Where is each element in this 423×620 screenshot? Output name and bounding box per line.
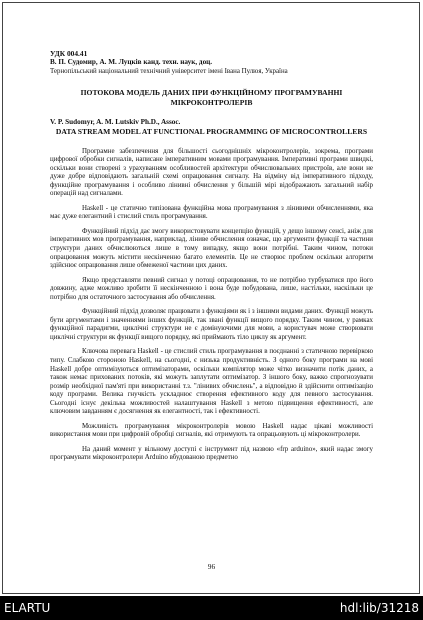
paragraph: Ключова перевага Haskell - це стислий стиль програмування в поєднанні з статичною перевіркою типу. Слабкою стороною Haskell, на сьогодні, є низька продуктивність. З одного боку програми на мові Haskell добре оптимізуються оптимізаторами, оскільки компілятор може чітко визначити потік даних, а також немає прихованих потоків, які можуть заплутати оптимізатор. З іншого боку, важко спрогнозувати розмір необхідної пам'яті при використанні т.з. "лінивих обчислень", а відповідно й здійснити оптимізацію коду програми. Велика гнучкість ускладнює створення ефективного коду для певного застосування. Сьогодні існує декілька можливостей налаштування Haskell з метою підвищення ефективності, але ключовим завданням є досягнення як елегантності, так і ефективності.	[50, 347, 373, 416]
title-ukrainian: ПОТОКОВА МОДЕЛЬ ДАНИХ ПРИ ФУНКЦІЙНОМУ ПРОГРАМУВАННІ МІКРОКОНТРОЛЕРІВ	[80, 88, 343, 107]
repository-footer-bar	[0, 596, 423, 620]
paragraph: Функційний підхід дозволяє працювати з функціями як і з іншими видами даних. Функції можуть бути аргументами і значеннями інших функцій, так звані функції вищого порядку. Таким чином, у рамках функційної парадигми, циклічні структури не є домінуючими для мови, а користувач може створювати циклічні структури як функції вищого порядку, які приймають тіло циклу як аргумент.	[50, 307, 373, 341]
repository-name: ELARTU	[4, 601, 51, 615]
paragraph: Функційний підхід дає змогу використовувати концепцію функцій, у дещо іншому сенсі, аніж для імперативних мов програмування, наприклад, лінивe обчислення означає, що аргументи функції та частини структури даних обчислюються лише в тому випадку, якщо вони потрібні. Таким чином, потоки опрацювання можуть містити нескінченно багато елементів. Це не створює проблем оскільки алгоритм здійснює опрацювання лише обмеженої частини цих даних.	[50, 226, 373, 270]
authors-english: V. P. Sudomyr, A. M. Lutskiv Ph.D., Assoc.	[50, 118, 181, 126]
paragraph: Програмне забезпечення для більшості сьогоднішніх мікроконтролерів, зокрема, програми цифрової обробки сигналів, написане імперативним мовами програмування. Імперативні програми швидкі, оскільки вони створені з урахуванням особливостей архітектури обчислювальних пристроїв, але вони не дуже добре відповідають загальній схемі опрацювання сигналу. На відміну від імперативного підходу, функційне програмування і особливо лінивні обчислення у більшій мірі відображають загальний набір операцій над сигналами.	[50, 146, 373, 198]
article-body	[50, 147, 373, 463]
handle-identifier: hdl:lib/31218	[339, 601, 419, 615]
title-english: DATA STREAM MODEL AT FUNCTIONAL PROGRAMMING OF MICROCONTROLLERS	[55, 127, 368, 136]
article-content	[50, 49, 373, 462]
paragraph: Haskell - це статично типізована функційна мова програмування з лінивими обчисленнями, яка має дуже елегантний і стислий стиль програмування.	[50, 203, 373, 221]
udk-code: УДК 004.41	[50, 49, 88, 58]
paragraph: Якщо представляти певний сигнал у потоці опрацювання, то не потрібно турбуватися про його довжину, адже можливо зробити її нескінченною і вона буде побудована, лише, настільки, наскільки це потрібно для остаточного застосування або обчислення.	[50, 275, 373, 301]
affiliation: Тернопільський національний технічний університет імені Івана Пулюя, Україна	[50, 68, 288, 75]
paragraph: На даний момент у вільному доступі є інструмент під назвою «frp arduino», який надає змогу програмувати мікроконтролери Arduino вбудованою предметно	[50, 444, 373, 462]
paragraph: Можливість програмування мікроконтролерів мовою Haskell надає цікаві можливості використання мови при цифровій обробці сигналів, які отримують та опрацьовують ці мікроконтролери.	[50, 421, 373, 439]
authors-ukrainian: В. П. Судомир, А. М. Луцків канд. техн. наук, доц.	[50, 58, 213, 66]
page-number: 96	[207, 562, 216, 571]
